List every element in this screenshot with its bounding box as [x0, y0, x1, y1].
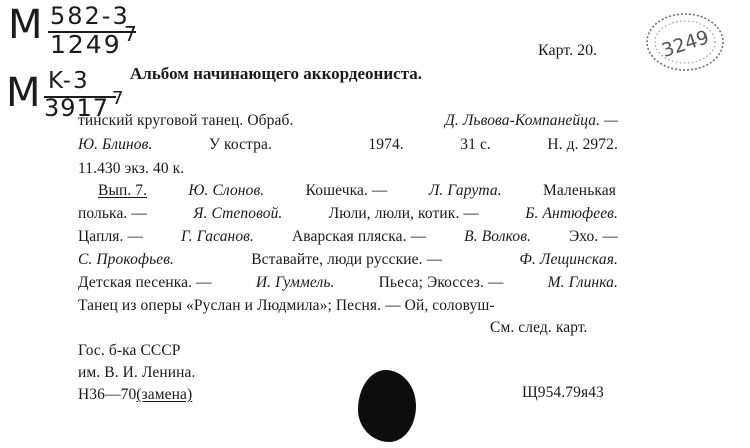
footer-library-name: им. В. И. Ленина.: [78, 364, 196, 381]
text-segment-italic: Б. Антюфеев.: [525, 205, 618, 222]
card-title: Альбом начинающего аккордеониста.: [130, 64, 422, 83]
text-line-6: [78, 228, 618, 246]
text-segment-italic: Я. Степовой.: [193, 205, 283, 222]
text-line-2: [78, 136, 618, 154]
handwritten-number-2-top: K-3: [48, 68, 90, 94]
text-segment-italic: Ф. Лещинская.: [519, 251, 618, 268]
text-segment-underlined: (замена): [136, 386, 193, 403]
text-line-4: [98, 182, 616, 200]
text-segment: 31 с.: [460, 136, 491, 153]
text-segment: 1974.: [368, 136, 404, 153]
text-segment: Цапля. —: [78, 228, 144, 245]
text-segment-italic: В. Волков.: [464, 228, 531, 245]
handwritten-number-2-bottom: 3917: [44, 94, 110, 122]
text-line-5: [78, 205, 618, 223]
handwritten-m-2: M: [6, 70, 41, 116]
text-segment-italic: С. Прокофьев.: [78, 251, 175, 268]
text-segment-italic: Г. Гасанов.: [181, 228, 254, 245]
text-segment: Детская песенка. —: [78, 274, 212, 291]
text-line-8: [78, 274, 618, 292]
handwritten-number-1-bottom: 1249: [50, 30, 122, 59]
text-segment-italic: Д. Львова-Компанейца. —: [444, 112, 618, 129]
handwritten-number-1-top: 582-3: [50, 2, 130, 30]
stamp-text: 3249: [658, 26, 712, 63]
handwritten-m-1: M: [8, 2, 43, 48]
text-line-3: 11.430 экз. 40 к.: [78, 160, 185, 177]
text-segment: Пьеса; Экоссез. —: [378, 274, 504, 291]
text-segment: Люли, люли, котик. —: [328, 205, 479, 222]
footer-classification-code: Щ954.79я43: [522, 384, 604, 401]
text-segment: полька. —: [78, 205, 147, 222]
card-number: Карт. 20.: [538, 42, 598, 59]
text-segment-underlined: Вып. 7.: [98, 182, 148, 199]
text-segment: тинский круговой танец. Обраб.: [78, 112, 294, 129]
handwritten-mark-2: 7: [112, 88, 124, 109]
text-segment: Кошечка. —: [305, 182, 388, 199]
text-segment: Н36—70: [78, 386, 137, 403]
library-stamp: [640, 6, 730, 76]
text-segment-italic: М. Глинка.: [547, 274, 618, 291]
text-segment-italic: Ю. Слонов.: [188, 182, 265, 199]
text-segment: Н. д. 2972.: [547, 136, 618, 153]
text-segment: Вставайте, люди русские. —: [251, 251, 443, 268]
text-line-10-see-next: См. след. карт.: [490, 319, 588, 336]
footer-order-number: [78, 386, 192, 404]
text-segment: Аварская пляска. —: [291, 228, 427, 245]
text-segment: У костра.: [208, 136, 272, 153]
text-segment-italic: Л. Гарута.: [428, 182, 502, 199]
text-segment: Маленькая: [543, 182, 616, 199]
text-segment-italic: И. Гуммель.: [255, 274, 335, 291]
handwritten-mark-1: 7: [124, 22, 137, 46]
footer-library: Гос. б-ка СССР: [78, 342, 181, 359]
text-line-1: [78, 112, 618, 130]
text-segment-italic: Ю. Блинов.: [78, 136, 153, 153]
text-line-9: Танец из оперы «Руслан и Людмила»; Песня. — Ой, соловуш-: [78, 297, 495, 314]
ink-blot: [358, 370, 416, 442]
text-line-7: [78, 251, 618, 269]
text-segment: Эхо. —: [568, 228, 618, 245]
